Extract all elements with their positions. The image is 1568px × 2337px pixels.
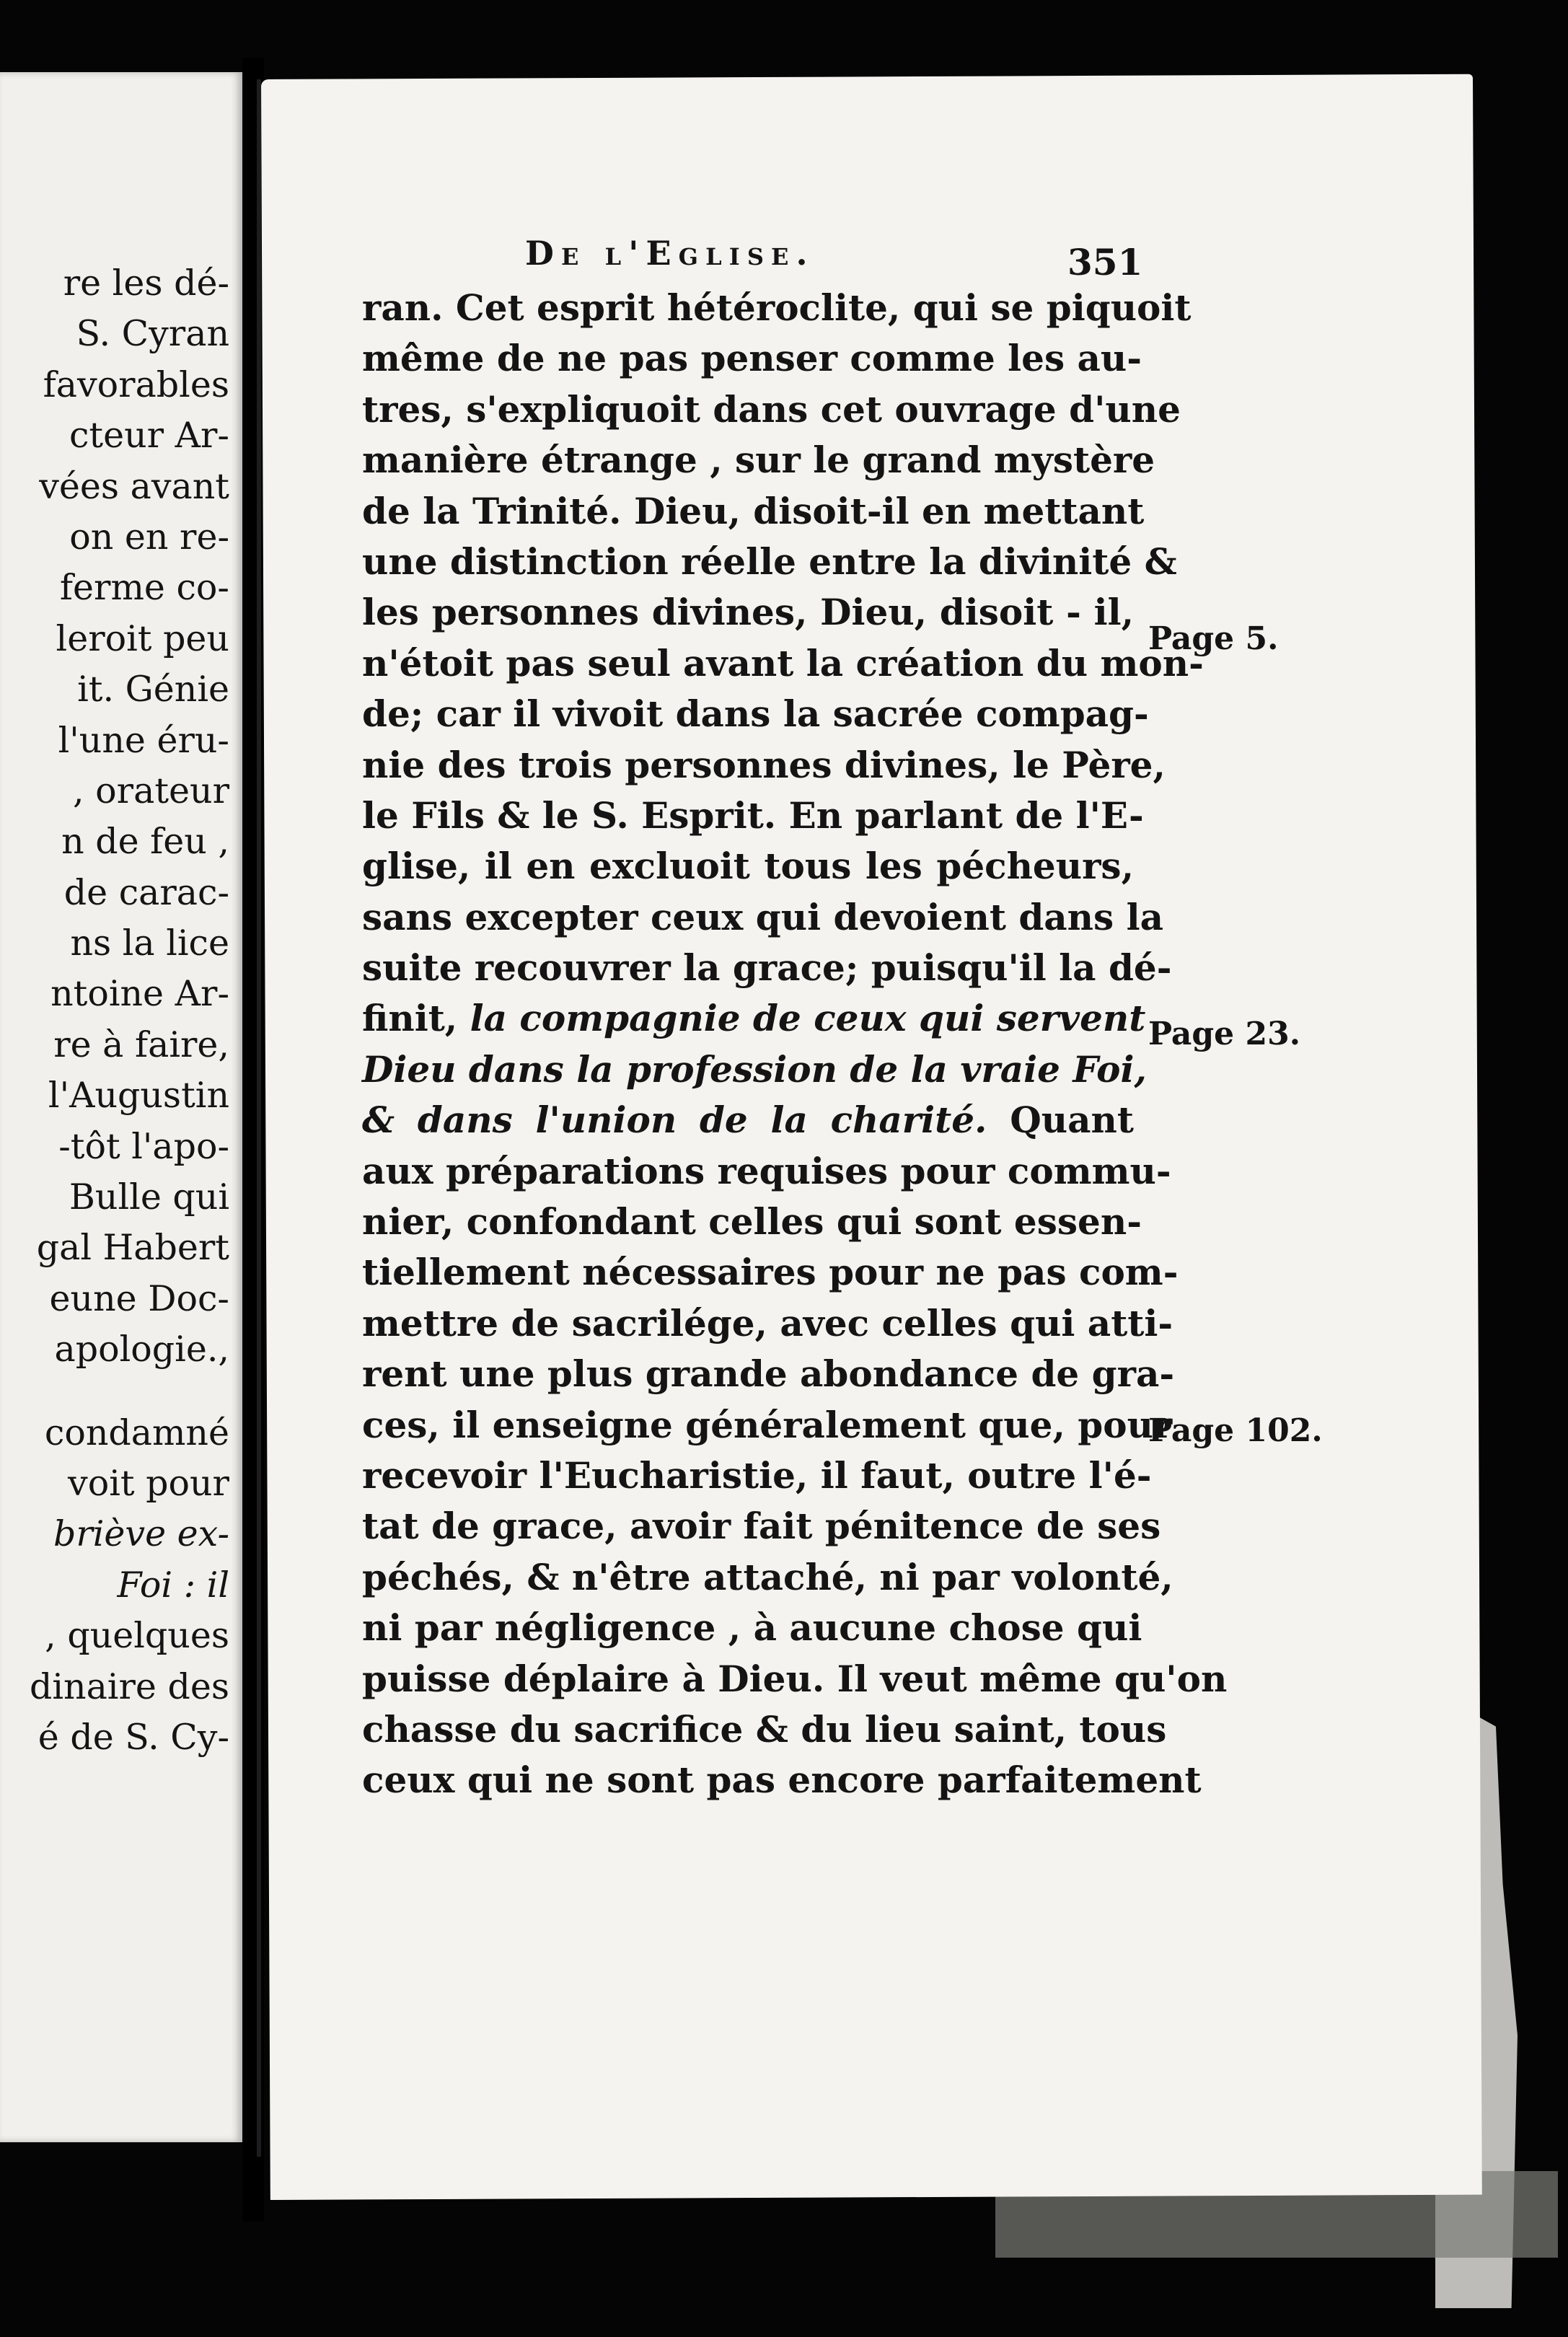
- body-line: une distinction réelle entre la divinité &: [362, 540, 1177, 583]
- body-line: ces, il enseigne généralement que, pour: [362, 1403, 1173, 1446]
- left-line: on en re-: [69, 516, 229, 558]
- body-line: mettre de sacrilége, avec celles qui atti-: [362, 1301, 1173, 1344]
- left-line: vées avant: [39, 465, 229, 507]
- body-line: puisse déplaire à Dieu. Il veut même qu'on: [362, 1657, 1228, 1700]
- body-line: les personnes divines, Dieu, disoit - il,: [362, 591, 1134, 634]
- left-line: favorables: [43, 364, 229, 405]
- body-line: péchés, & n'être attaché, ni par volonté,: [362, 1555, 1173, 1598]
- body-line: glise, il en excluoit tous les pécheurs,: [362, 845, 1134, 888]
- body-line: n'étoit pas seul avant la création du mon-: [362, 641, 1204, 685]
- body-line: ceux qui ne sont pas encore parfaitement: [362, 1759, 1202, 1802]
- margin-note-page-23: Page 23.: [1148, 1016, 1301, 1052]
- margin-note-page-5: Page 5.: [1148, 620, 1279, 657]
- body-line: le Fils & le S. Esprit. En parlant de l'E-: [362, 793, 1144, 837]
- left-line: Foi : il: [117, 1564, 229, 1606]
- body-line: de; car il vivoit dans la sacrée compag-: [362, 692, 1149, 736]
- body-line: sans excepter ceux qui devoient dans la: [362, 895, 1163, 938]
- italic-quote: la compagnie de ceux qui servent: [470, 997, 1146, 1040]
- body-line: même de ne pas penser comme les au-: [362, 337, 1142, 380]
- body-line-mixed: [362, 1095, 1134, 1145]
- body-line: de la Trinité. Dieu, disoit-il en mettant: [362, 489, 1145, 532]
- left-line: S. Cyran: [76, 313, 229, 355]
- left-line: leroit peu: [56, 617, 229, 659]
- left-line: briève ex-: [53, 1513, 229, 1555]
- left-line: n de feu ,: [61, 821, 229, 863]
- margin-note-page-102: Page 102.: [1148, 1412, 1323, 1449]
- spine-shadow: [257, 79, 261, 2157]
- left-line: apologie.,: [54, 1329, 229, 1370]
- left-line: it. Génie: [77, 669, 229, 710]
- left-line: é de S. Cy-: [38, 1716, 229, 1758]
- left-line: dinaire des: [30, 1665, 229, 1707]
- body-line: nier, confondant celles qui sont essen-: [362, 1200, 1142, 1244]
- left-line: cteur Ar-: [69, 415, 229, 457]
- left-line: voit pour: [68, 1462, 229, 1504]
- running-header: [525, 234, 1138, 284]
- left-page: [0, 72, 242, 2142]
- body-line: recevoir l'Eucharistie, il faut, outre l'é-: [362, 1453, 1152, 1497]
- body-line: tiellement nécessaires pour ne pas com-: [362, 1251, 1179, 1294]
- body-line: tres, s'expliquoit dans cet ouvrage d'une: [362, 387, 1181, 431]
- left-line: eune Doc-: [49, 1277, 229, 1319]
- left-line: re à faire,: [53, 1024, 229, 1065]
- running-title: De l'Eglise.: [525, 234, 815, 273]
- body-segment: Quant: [1010, 1099, 1134, 1142]
- body-line: nie des trois personnes divines, le Père,: [362, 743, 1166, 786]
- left-line: ntoine Ar-: [50, 973, 229, 1015]
- body-line: ni par négligence , à aucune chose qui: [362, 1606, 1142, 1650]
- left-line: , orateur: [73, 770, 229, 811]
- left-line: de carac-: [63, 871, 229, 913]
- page-number: 351: [1067, 241, 1143, 283]
- left-line: l'Augustin: [48, 1075, 229, 1117]
- left-line: Bulle qui: [69, 1176, 229, 1218]
- body-line: suite recouvrer la grace; puisqu'il la dé-: [362, 946, 1172, 990]
- left-paragraph-gap: [0, 1376, 229, 1408]
- body-line: tat de grace, avoir fait pénitence de ses: [362, 1505, 1161, 1548]
- left-line: ns la lice: [70, 923, 229, 964]
- left-line: re les dé-: [63, 263, 229, 304]
- body-line: rent une plus grande abondance de gra-: [362, 1352, 1175, 1396]
- left-page-text: [0, 258, 229, 1763]
- italic-quote: & dans l'union de la charité.: [362, 1099, 987, 1142]
- body-line: ran. Cet esprit hétéroclite, qui se piquoit: [362, 286, 1192, 329]
- left-line: , quelques: [45, 1615, 229, 1657]
- body-line-mixed: [362, 993, 1146, 1044]
- left-line: ferme co-: [59, 567, 229, 609]
- italic-quote-line: Dieu dans la profession de la vraie Foi,: [362, 1047, 1147, 1091]
- body-line: chasse du sacrifice & du lieu saint, tous: [362, 1707, 1167, 1751]
- left-line: -tôt l'apo-: [58, 1125, 229, 1167]
- body-segment: finit,: [362, 997, 458, 1040]
- left-line: l'une éru-: [58, 719, 229, 761]
- body-line: aux préparations requises pour commu-: [362, 1149, 1171, 1192]
- body-line: manière étrange , sur le grand mystère: [362, 439, 1155, 482]
- left-line: condamné: [44, 1412, 229, 1453]
- left-line: gal Habert: [36, 1227, 229, 1269]
